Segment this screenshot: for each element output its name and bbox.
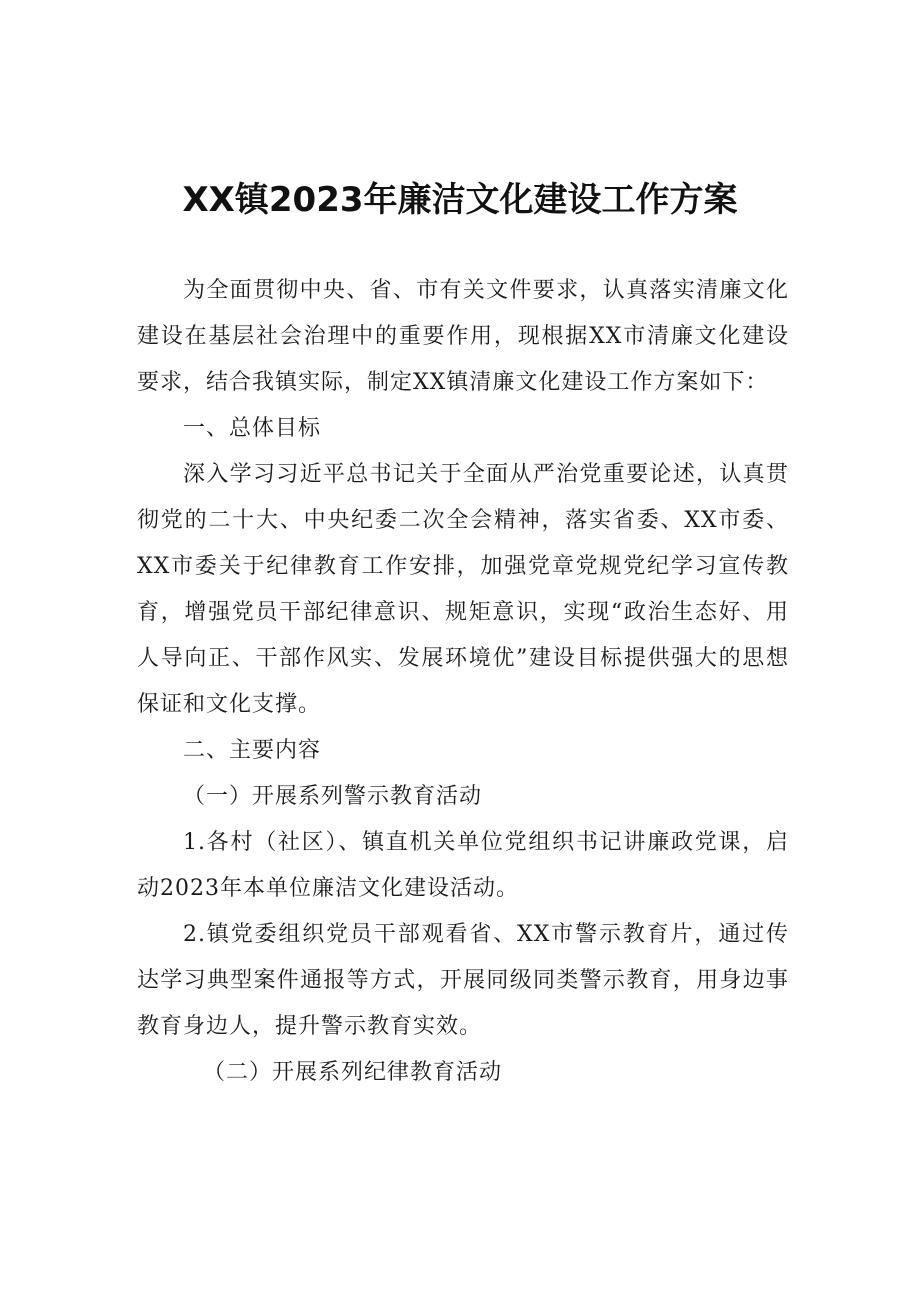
subsection-heading-discipline-education: （二）开展系列纪律教育活动 (203, 1060, 503, 1085)
section-heading-overall-goal: 一、总体目标 (183, 416, 322, 441)
list-item-2: 2.镇党委组织党员干部观看省、XX市警示教育片，通过传达学习典型案件通报等方式，开展同级同类警示教育，用身边事教育身边人，提升警示教育实效。 (137, 922, 789, 1039)
list-item-1: 1.各村（社区）、镇直机关单位党组织书记讲廉政党课，启动2023年本单位廉洁文化建设活动。 (137, 830, 789, 901)
intro-paragraph: 为全面贯彻中央、省、市有关文件要求，认真落实清廉文化建设在基层社会治理中的重要作用，现根据XX市清廉文化建设要求，结合我镇实际，制定XX镇清廉文化建设工作方案如下： (137, 278, 789, 395)
document-title: XX镇2023年廉洁文化建设工作方案 (182, 180, 738, 220)
overall-goal-paragraph: 深入学习习近平总书记关于全面从严治党重要论述，认真贯彻党的二十大、中央纪委二次全会精神，落实省委、XX市委、XX市委关于纪律教育工作安排，加强党章党规党纪学习宣传教育，增强党员干部纪律意识、规矩意识，实现“政治生态好、用人导向正、干部作风实、发展环境优”建设目标提供强大的思想保证和文化支撑。 (137, 462, 789, 717)
section-heading-main-content: 二、主要内容 (183, 738, 322, 763)
document-body (137, 268, 789, 1096)
subsection-heading-warning-education: （一）开展系列警示教育活动 (183, 784, 483, 809)
